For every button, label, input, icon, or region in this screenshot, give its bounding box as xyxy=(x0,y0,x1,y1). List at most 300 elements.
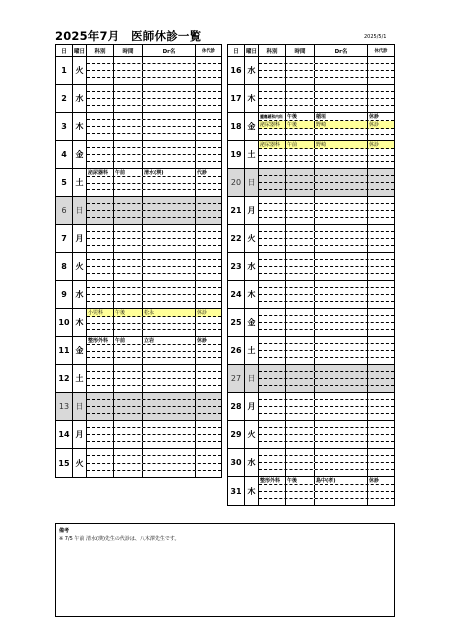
entry-time xyxy=(114,358,143,364)
entry-doctor xyxy=(143,162,196,168)
entry-extra xyxy=(368,135,394,140)
day-row xyxy=(228,225,394,253)
entry-time xyxy=(286,225,315,231)
entry-time xyxy=(114,386,143,392)
entry-line xyxy=(87,134,221,140)
entry-extra xyxy=(368,386,394,392)
day-of-week: 火 xyxy=(245,225,259,252)
day-number: 23 xyxy=(228,253,245,280)
entry-extra xyxy=(368,393,394,399)
entry-extra xyxy=(196,345,221,351)
day-row xyxy=(56,365,221,393)
entry-doctor xyxy=(315,135,368,140)
entry-doctor xyxy=(315,176,368,182)
entry-time xyxy=(286,135,315,140)
entry-dept xyxy=(87,365,114,371)
entry-dept xyxy=(87,57,114,63)
entry-doctor xyxy=(315,246,368,252)
entry-dept xyxy=(259,92,286,98)
entry-line xyxy=(87,464,221,471)
entry-line xyxy=(87,358,221,364)
entry-line xyxy=(259,260,394,267)
entry-extra xyxy=(368,470,394,476)
entry-dept xyxy=(259,274,286,280)
entry-doctor xyxy=(143,372,196,378)
entry-line xyxy=(259,267,394,274)
entry-line xyxy=(87,379,221,386)
entry-extra xyxy=(368,351,394,357)
day-row xyxy=(56,421,221,449)
day-row xyxy=(228,141,394,169)
entry-lines xyxy=(259,449,394,476)
entry-dept xyxy=(259,190,286,196)
entry-extra xyxy=(368,99,394,105)
entry-extra xyxy=(196,85,221,91)
entry-dept: 泌尿器科 xyxy=(259,121,286,128)
entry-time xyxy=(114,274,143,280)
entry-dept xyxy=(259,358,286,364)
entry-time xyxy=(286,169,315,175)
entry-line xyxy=(259,344,394,351)
entry-line xyxy=(259,99,394,106)
entry-time xyxy=(114,113,143,119)
entry-extra xyxy=(368,281,394,287)
day-row xyxy=(56,449,221,477)
entry-dept xyxy=(259,400,286,406)
entry-time xyxy=(286,485,315,491)
entry-doctor xyxy=(315,64,368,70)
entry-doctor xyxy=(143,302,196,308)
entry-extra xyxy=(196,246,221,252)
entry-extra xyxy=(196,379,221,385)
entry-line xyxy=(259,470,394,476)
day-row xyxy=(228,365,394,393)
entry-extra xyxy=(368,106,394,112)
entry-time xyxy=(286,129,315,134)
entry-line xyxy=(259,246,394,252)
entry-extra xyxy=(368,499,394,505)
entry-doctor: 立岩 xyxy=(143,337,196,344)
entry-line xyxy=(259,492,394,499)
entry-dept xyxy=(259,64,286,70)
day-of-week: 火 xyxy=(73,253,87,280)
entry-doctor xyxy=(143,393,196,399)
entry-dept xyxy=(87,225,114,231)
entry-doctor: 野崎 xyxy=(315,141,368,148)
entry-extra xyxy=(196,141,221,147)
entry-extra xyxy=(196,127,221,133)
entry-doctor xyxy=(143,177,196,183)
entry-time xyxy=(286,183,315,189)
day-of-week: 木 xyxy=(73,309,87,336)
day-row xyxy=(228,113,394,141)
entry-extra xyxy=(368,288,394,294)
day-of-week: 木 xyxy=(245,85,259,112)
entry-line xyxy=(259,435,394,442)
entry-time xyxy=(114,372,143,378)
entry-time xyxy=(114,393,143,399)
entry-doctor xyxy=(143,449,196,455)
day-number: 22 xyxy=(228,225,245,252)
entry-extra xyxy=(196,106,221,112)
entry-doctor xyxy=(143,330,196,336)
entry-lines xyxy=(87,57,221,84)
day-of-week: 日 xyxy=(245,169,259,196)
entry-extra xyxy=(196,324,221,330)
entry-extra xyxy=(368,57,394,63)
entry-extra xyxy=(368,232,394,238)
entry-dept xyxy=(87,99,114,105)
entry-dept xyxy=(87,281,114,287)
entry-extra xyxy=(368,365,394,371)
entry-dept xyxy=(259,149,286,155)
entry-time xyxy=(286,71,315,77)
entry-extra xyxy=(196,162,221,168)
entry-line xyxy=(87,218,221,224)
entry-lines xyxy=(259,197,394,224)
entry-time xyxy=(114,155,143,161)
entry-extra xyxy=(196,400,221,406)
entry-lines xyxy=(259,309,394,336)
entry-dept xyxy=(87,330,114,336)
entry-extra xyxy=(368,211,394,217)
entry-dept xyxy=(259,99,286,105)
entry-doctor xyxy=(143,345,196,351)
entry-dept xyxy=(259,281,286,287)
day-number: 1 xyxy=(56,57,73,84)
entry-time xyxy=(286,323,315,329)
entry-doctor xyxy=(315,253,368,259)
entry-lines xyxy=(87,449,221,477)
entry-line xyxy=(87,324,221,331)
day-row xyxy=(228,253,394,281)
entry-doctor xyxy=(315,106,368,112)
entry-time xyxy=(286,400,315,406)
entry-line xyxy=(259,156,394,163)
entry-lines xyxy=(259,85,394,112)
entry-time xyxy=(286,330,315,336)
entry-dept xyxy=(259,78,286,84)
entry-extra xyxy=(196,386,221,392)
entry-doctor xyxy=(143,428,196,434)
entry-doctor xyxy=(143,295,196,301)
entry-doctor xyxy=(315,169,368,175)
entry-extra xyxy=(368,456,394,462)
entry-dept xyxy=(87,127,114,133)
entry-time xyxy=(114,428,143,434)
entry-extra xyxy=(368,197,394,203)
entry-time xyxy=(286,316,315,322)
entry-dept xyxy=(259,162,286,168)
entry-doctor xyxy=(315,190,368,196)
entry-time xyxy=(114,471,143,477)
entry-line xyxy=(259,92,394,99)
entry-dept xyxy=(259,372,286,378)
entry-time xyxy=(114,442,143,448)
entry-doctor: 松永 xyxy=(143,309,196,316)
entry-dept xyxy=(259,485,286,491)
entry-line xyxy=(259,323,394,330)
entry-dept xyxy=(259,57,286,63)
entry-time xyxy=(114,190,143,196)
entry-doctor xyxy=(143,260,196,266)
entry-time xyxy=(114,92,143,98)
entry-doctor xyxy=(315,323,368,329)
entry-dept xyxy=(87,106,114,112)
entry-doctor xyxy=(143,127,196,133)
day-of-week: 日 xyxy=(245,365,259,392)
entry-extra xyxy=(368,92,394,98)
entry-line xyxy=(87,106,221,112)
entry-line xyxy=(87,309,221,317)
entry-doctor xyxy=(315,183,368,189)
entry-time xyxy=(114,253,143,259)
day-of-week: 金 xyxy=(73,141,87,168)
entry-doctor xyxy=(143,379,196,385)
entry-dept xyxy=(87,211,114,217)
day-row xyxy=(56,393,221,421)
entry-doctor xyxy=(315,85,368,91)
entry-time xyxy=(114,352,143,358)
day-number: 12 xyxy=(56,365,73,392)
entry-time xyxy=(114,421,143,427)
entry-extra xyxy=(196,393,221,399)
entry-doctor xyxy=(143,218,196,224)
entry-dept xyxy=(87,253,114,259)
entry-dept xyxy=(87,113,114,119)
entry-time xyxy=(114,400,143,406)
entry-time xyxy=(286,190,315,196)
entry-doctor xyxy=(143,78,196,84)
day-row xyxy=(56,85,221,113)
entry-time xyxy=(286,253,315,259)
left-schedule-table xyxy=(55,44,222,478)
entry-time xyxy=(286,302,315,308)
day-number: 30 xyxy=(228,449,245,476)
entry-line xyxy=(87,393,221,400)
entry-extra xyxy=(368,492,394,498)
entry-line xyxy=(259,351,394,358)
day-of-week: 月 xyxy=(73,421,87,448)
day-row xyxy=(56,113,221,141)
day-number: 29 xyxy=(228,421,245,448)
entry-extra xyxy=(196,288,221,294)
entry-dept xyxy=(87,428,114,434)
entry-doctor xyxy=(315,358,368,364)
entry-line xyxy=(87,148,221,155)
entry-time xyxy=(114,407,143,413)
entry-dept xyxy=(87,386,114,392)
entry-line xyxy=(87,302,221,308)
entry-line xyxy=(259,288,394,295)
entry-doctor xyxy=(143,324,196,330)
entry-dept xyxy=(87,71,114,77)
entry-extra xyxy=(196,456,221,462)
entry-line xyxy=(87,372,221,379)
header-dept: 科別 xyxy=(259,45,286,56)
entry-line xyxy=(87,449,221,456)
day-number: 31 xyxy=(228,477,245,505)
entry-doctor xyxy=(143,471,196,477)
entry-doctor xyxy=(143,435,196,441)
entry-line xyxy=(87,471,221,477)
entry-dept xyxy=(259,232,286,238)
entry-doctor xyxy=(315,211,368,217)
day-of-week: 水 xyxy=(245,253,259,280)
entry-doctor xyxy=(143,246,196,252)
entry-extra xyxy=(196,218,221,224)
entry-doctor xyxy=(143,190,196,196)
header-time: 時間 xyxy=(286,45,315,56)
day-of-week: 水 xyxy=(73,281,87,308)
entry-doctor xyxy=(315,295,368,301)
entry-time xyxy=(286,421,315,427)
entry-line xyxy=(259,57,394,64)
entry-dept xyxy=(259,351,286,357)
header-dept: 科別 xyxy=(87,45,114,56)
entry-doctor xyxy=(143,414,196,420)
entry-line xyxy=(87,232,221,239)
day-number: 8 xyxy=(56,253,73,280)
entry-extra xyxy=(368,295,394,301)
entry-time xyxy=(114,106,143,112)
entry-doctor xyxy=(315,218,368,224)
entry-time xyxy=(286,449,315,455)
entry-dept xyxy=(87,260,114,266)
day-row xyxy=(228,337,394,365)
day-number: 24 xyxy=(228,281,245,308)
entry-extra xyxy=(196,177,221,183)
day-row xyxy=(228,449,394,477)
entry-line xyxy=(259,176,394,183)
entry-time xyxy=(286,372,315,378)
entry-extra xyxy=(196,330,221,336)
entry-time: 午後 xyxy=(286,477,315,484)
entry-line xyxy=(259,309,394,316)
day-number: 5 xyxy=(56,169,73,196)
entry-dept xyxy=(259,421,286,427)
entry-dept xyxy=(259,449,286,455)
day-of-week: 水 xyxy=(245,449,259,476)
entry-time xyxy=(286,414,315,420)
entry-doctor xyxy=(315,309,368,315)
issue-date: 2025/5/1 xyxy=(364,34,387,40)
entry-dept xyxy=(87,162,114,168)
entry-line xyxy=(87,435,221,442)
entry-lines xyxy=(87,253,221,280)
entry-extra xyxy=(196,190,221,196)
entry-time xyxy=(114,99,143,105)
entry-line xyxy=(87,127,221,134)
entry-extra xyxy=(368,442,394,448)
entry-line xyxy=(87,330,221,336)
entry-doctor xyxy=(315,492,368,498)
entry-line xyxy=(87,428,221,435)
entry-line xyxy=(259,330,394,336)
entry-time xyxy=(286,442,315,448)
entry-time xyxy=(286,351,315,357)
entry-line xyxy=(87,386,221,392)
entry-dept: 泌尿器科 xyxy=(259,141,286,148)
entry-time xyxy=(286,309,315,315)
day-of-week: 水 xyxy=(73,85,87,112)
entry-dept xyxy=(259,337,286,343)
entry-doctor xyxy=(143,358,196,364)
header-doctor: Dr名 xyxy=(315,45,368,56)
entry-extra xyxy=(196,260,221,266)
entry-line xyxy=(259,414,394,420)
entry-dept xyxy=(87,372,114,378)
entry-lines xyxy=(259,57,394,84)
entry-line xyxy=(259,218,394,224)
entry-dept xyxy=(259,499,286,505)
entry-lines xyxy=(259,477,394,505)
entry-lines xyxy=(259,253,394,280)
entry-lines xyxy=(87,141,221,168)
entry-dept xyxy=(259,309,286,315)
entry-line xyxy=(87,317,221,324)
entry-doctor xyxy=(315,379,368,385)
entry-extra xyxy=(196,134,221,140)
entry-time xyxy=(286,274,315,280)
entry-extra xyxy=(196,155,221,161)
day-row xyxy=(228,85,394,113)
entry-doctor xyxy=(143,288,196,294)
entry-line xyxy=(259,365,394,372)
entry-doctor xyxy=(315,239,368,245)
entry-time xyxy=(114,324,143,330)
entry-doctor xyxy=(143,57,196,63)
entry-time xyxy=(286,267,315,273)
entry-dept xyxy=(259,288,286,294)
entry-extra xyxy=(196,352,221,358)
header-extra: 休代診 xyxy=(374,48,388,54)
entry-extra xyxy=(368,267,394,273)
entry-doctor xyxy=(315,57,368,63)
entry-dept xyxy=(87,345,114,351)
entry-line xyxy=(87,169,221,177)
entry-line xyxy=(259,71,394,78)
entry-extra xyxy=(196,464,221,470)
entry-extra xyxy=(368,463,394,469)
entry-dept xyxy=(87,239,114,245)
entry-time xyxy=(114,78,143,84)
day-number: 17 xyxy=(228,85,245,112)
entry-line xyxy=(259,485,394,492)
entry-dept xyxy=(87,464,114,470)
entry-dept xyxy=(259,456,286,462)
entry-dept xyxy=(259,323,286,329)
entry-doctor xyxy=(315,316,368,322)
entry-time xyxy=(286,407,315,413)
entry-line xyxy=(259,149,394,156)
entry-extra xyxy=(196,281,221,287)
entry-line xyxy=(259,204,394,211)
entry-doctor xyxy=(315,330,368,336)
entry-doctor xyxy=(315,149,368,155)
entry-dept xyxy=(87,324,114,330)
entry-extra xyxy=(196,64,221,70)
entry-time xyxy=(114,317,143,323)
entry-time: 午後 xyxy=(286,121,315,128)
entry-doctor xyxy=(143,211,196,217)
entry-lines xyxy=(87,365,221,392)
entry-extra xyxy=(368,302,394,308)
entry-dept xyxy=(87,352,114,358)
entry-doctor xyxy=(143,197,196,203)
entry-time xyxy=(286,435,315,441)
entry-dept xyxy=(259,197,286,203)
